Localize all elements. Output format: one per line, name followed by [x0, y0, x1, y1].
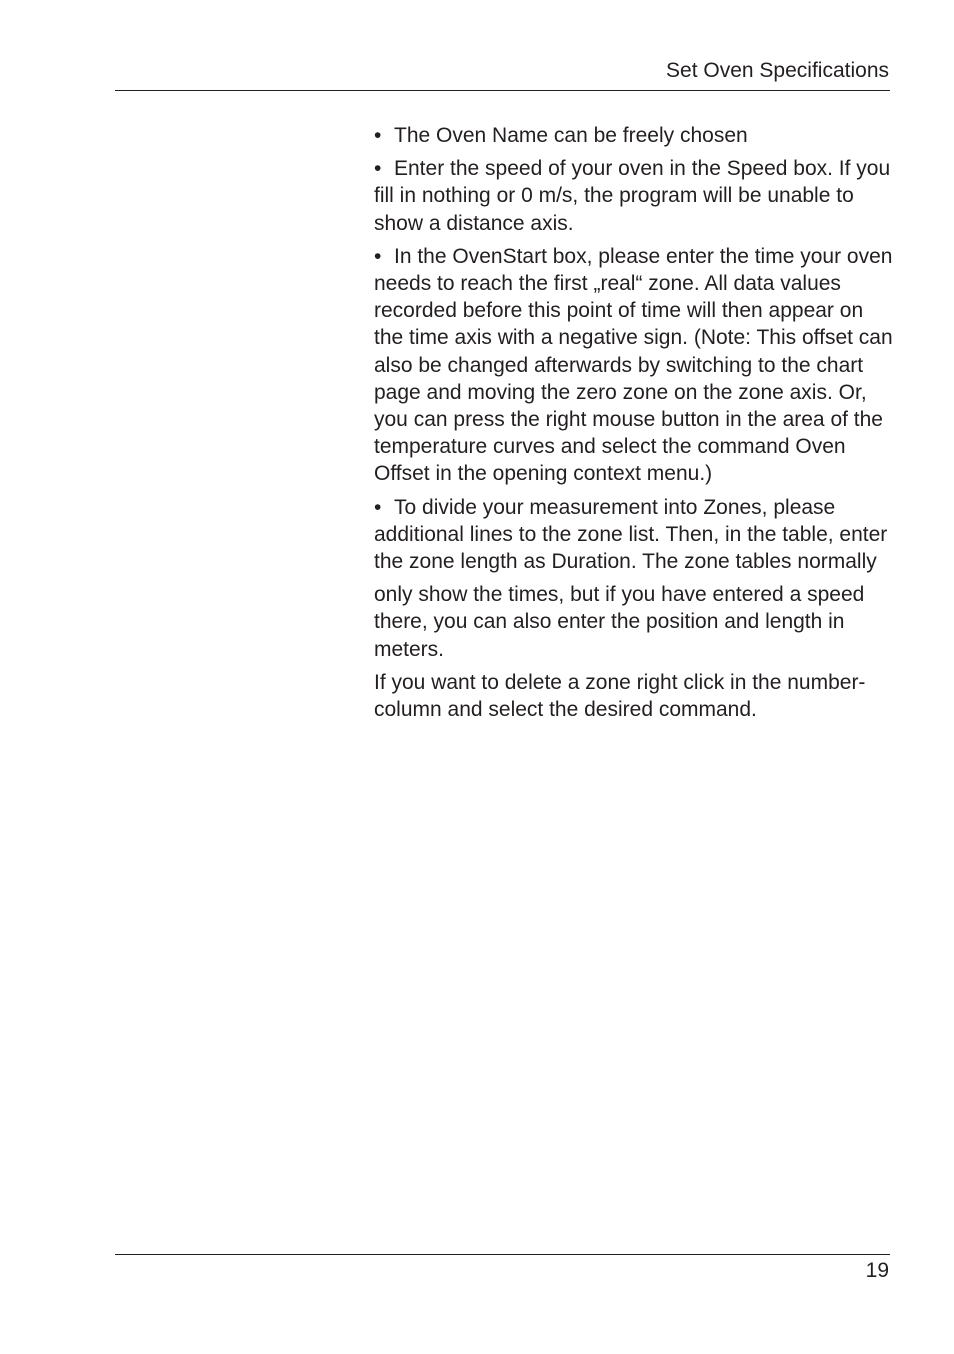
page-number: 19 — [865, 1259, 889, 1282]
paragraph-text: If you want to delete a zone right click in the number-column and select the desired command. — [374, 670, 866, 722]
bullet-marker: • — [374, 244, 382, 268]
footer-divider — [115, 1254, 890, 1255]
header-divider — [115, 90, 890, 91]
paragraph-ovenstart — [374, 243, 894, 488]
paragraph-text: only show the times, but if you have entered a speed there, you can also enter the position and length in meters. — [374, 583, 865, 661]
bullet-marker: • — [374, 157, 382, 181]
bullet-marker: • — [374, 124, 382, 147]
paragraph-speed — [374, 155, 894, 237]
paragraph-text: The Oven Name can be freely chosen — [394, 124, 748, 147]
paragraph-delete-zone — [374, 669, 894, 723]
paragraph-zones — [374, 494, 894, 576]
bullet-marker: • — [374, 495, 382, 519]
paragraph-text: In the OvenStart box, please enter the time your oven needs to reach the first „real“ zone. All data values recorded before this point of time will then appear on the time axis with a negative sign. (Note: This offset can also be changed afterwards by switching to the chart page and moving the zero zone on the zone axis. Or, you can press the right mouse button in the area of the temperature curves and select the command Oven Offset in the opening context menu.) — [374, 244, 893, 486]
paragraph-oven-name — [374, 122, 894, 149]
paragraph-text: Enter the speed of your oven in the Speed box. If you fill in nothing or 0 m/s, the program will be unable to show a distance axis. — [374, 157, 891, 235]
running-header-title: Set Oven Specifications — [666, 59, 889, 82]
paragraph-zone-times — [374, 581, 894, 663]
paragraph-text: To divide your measurement into Zones, please additional lines to the zone list. Then, in the table, enter the zone length as Duration. The zone tables normally — [374, 495, 888, 574]
body-text-column — [374, 122, 894, 729]
